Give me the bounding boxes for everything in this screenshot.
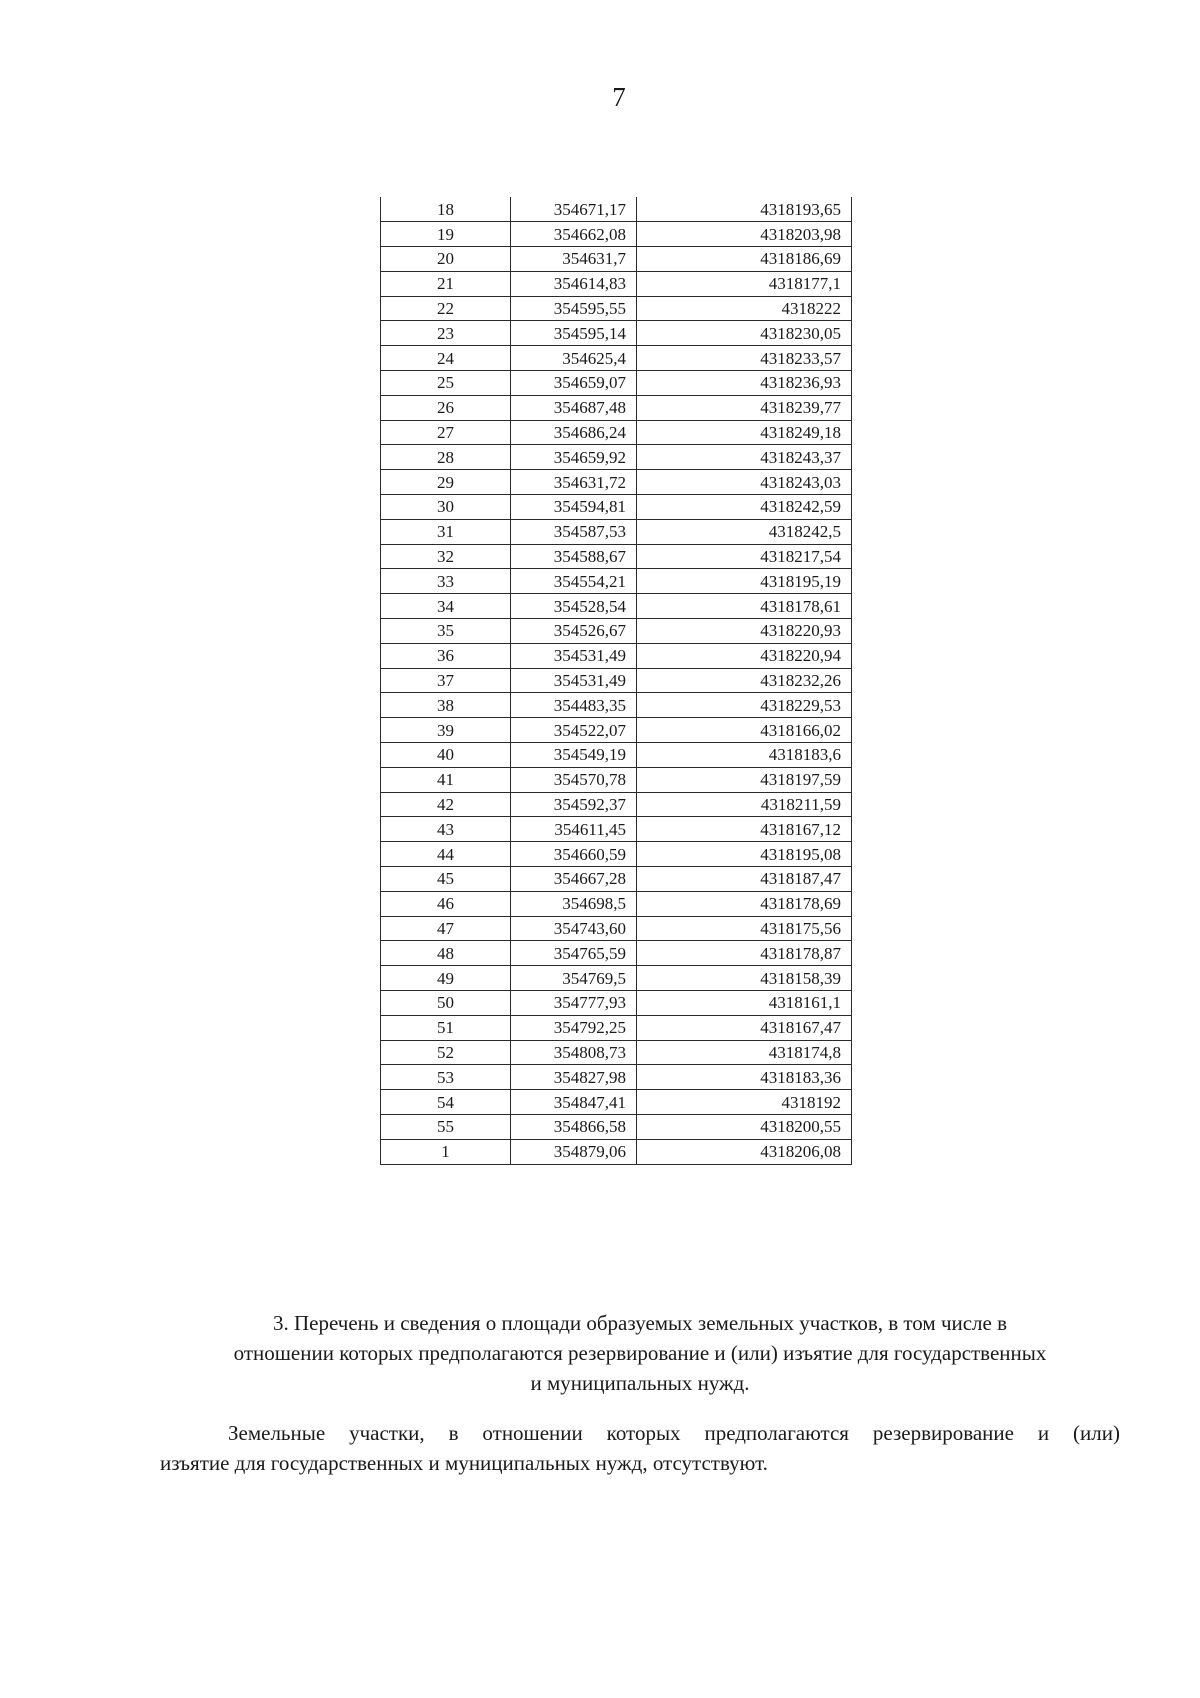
y-coordinate-cell: 4318158,39 xyxy=(637,966,852,991)
y-coordinate-cell: 4318183,6 xyxy=(637,743,852,768)
table-row xyxy=(381,1139,852,1164)
y-coordinate-cell: 4318230,05 xyxy=(637,321,852,346)
y-coordinate-cell: 4318166,02 xyxy=(637,718,852,743)
y-coordinate-cell: 4318229,53 xyxy=(637,693,852,718)
table-row xyxy=(381,1065,852,1090)
table-row xyxy=(381,817,852,842)
table-row xyxy=(381,966,852,991)
x-coordinate-cell: 354659,07 xyxy=(511,371,637,396)
point-number-cell: 21 xyxy=(381,271,511,296)
table-row xyxy=(381,991,852,1016)
x-coordinate-cell: 354698,5 xyxy=(511,891,637,916)
table-row xyxy=(381,247,852,272)
table-row xyxy=(381,767,852,792)
point-number-cell: 47 xyxy=(381,916,511,941)
point-number-cell: 30 xyxy=(381,495,511,520)
x-coordinate-cell: 354528,54 xyxy=(511,594,637,619)
table-row xyxy=(381,1015,852,1040)
x-coordinate-cell: 354662,08 xyxy=(511,222,637,247)
x-coordinate-cell: 354570,78 xyxy=(511,767,637,792)
x-coordinate-cell: 354687,48 xyxy=(511,395,637,420)
table-row xyxy=(381,643,852,668)
section-3-body xyxy=(160,1418,1120,1478)
x-coordinate-cell: 354808,73 xyxy=(511,1040,637,1065)
y-coordinate-cell: 4318177,1 xyxy=(637,271,852,296)
point-number-cell: 43 xyxy=(381,817,511,842)
section-3-heading xyxy=(160,1308,1120,1398)
x-coordinate-cell: 354686,24 xyxy=(511,420,637,445)
section-3-body-line: изъятие для государственных и муниципальных нужд, отсутствуют. xyxy=(160,1451,768,1475)
point-number-cell: 27 xyxy=(381,420,511,445)
table-row xyxy=(381,271,852,296)
section-3-body-line: Земельные участки, в отношении которых предполагаются резервирование и (или) xyxy=(228,1421,1120,1445)
table-row xyxy=(381,891,852,916)
coordinates-table-body xyxy=(381,197,852,1164)
table-row xyxy=(381,594,852,619)
page-number: 7 xyxy=(612,82,626,112)
point-number-cell: 33 xyxy=(381,569,511,594)
x-coordinate-cell: 354594,81 xyxy=(511,495,637,520)
table-row xyxy=(381,321,852,346)
point-number-cell: 20 xyxy=(381,247,511,272)
section-3-heading-line: и муниципальных нужд. xyxy=(530,1371,750,1395)
point-number-cell: 36 xyxy=(381,643,511,668)
x-coordinate-cell: 354769,5 xyxy=(511,966,637,991)
point-number-cell: 25 xyxy=(381,371,511,396)
table-row xyxy=(381,470,852,495)
table-row xyxy=(381,197,852,222)
point-number-cell: 44 xyxy=(381,842,511,867)
x-coordinate-cell: 354483,35 xyxy=(511,693,637,718)
table-row xyxy=(381,1040,852,1065)
point-number-cell: 26 xyxy=(381,395,511,420)
y-coordinate-cell: 4318222 xyxy=(637,296,852,321)
x-coordinate-cell: 354625,4 xyxy=(511,346,637,371)
section-3-heading-line: 3. Перечень и сведения о площади образуемых земельных участков, в том числе в xyxy=(272,1311,1008,1335)
x-coordinate-cell: 354592,37 xyxy=(511,792,637,817)
y-coordinate-cell: 4318239,77 xyxy=(637,395,852,420)
table-row xyxy=(381,619,852,644)
point-number-cell: 52 xyxy=(381,1040,511,1065)
point-number-cell: 24 xyxy=(381,346,511,371)
table-row xyxy=(381,718,852,743)
table-row xyxy=(381,1090,852,1115)
x-coordinate-cell: 354531,49 xyxy=(511,643,637,668)
x-coordinate-cell: 354631,72 xyxy=(511,470,637,495)
y-coordinate-cell: 4318187,47 xyxy=(637,867,852,892)
point-number-cell: 29 xyxy=(381,470,511,495)
x-coordinate-cell: 354595,55 xyxy=(511,296,637,321)
table-row xyxy=(381,346,852,371)
point-number-cell: 39 xyxy=(381,718,511,743)
point-number-cell: 18 xyxy=(381,197,511,222)
table-row xyxy=(381,544,852,569)
point-number-cell: 53 xyxy=(381,1065,511,1090)
x-coordinate-cell: 354667,28 xyxy=(511,867,637,892)
y-coordinate-cell: 4318174,8 xyxy=(637,1040,852,1065)
y-coordinate-cell: 4318249,18 xyxy=(637,420,852,445)
table-row xyxy=(381,569,852,594)
x-coordinate-cell: 354595,14 xyxy=(511,321,637,346)
y-coordinate-cell: 4318178,69 xyxy=(637,891,852,916)
point-number-cell: 55 xyxy=(381,1114,511,1139)
table-row xyxy=(381,1114,852,1139)
x-coordinate-cell: 354879,06 xyxy=(511,1139,637,1164)
y-coordinate-cell: 4318167,47 xyxy=(637,1015,852,1040)
point-number-cell: 23 xyxy=(381,321,511,346)
table-row xyxy=(381,743,852,768)
x-coordinate-cell: 354614,83 xyxy=(511,271,637,296)
point-number-cell: 35 xyxy=(381,619,511,644)
point-number-cell: 40 xyxy=(381,743,511,768)
x-coordinate-cell: 354554,21 xyxy=(511,569,637,594)
x-coordinate-cell: 354671,17 xyxy=(511,197,637,222)
y-coordinate-cell: 4318195,08 xyxy=(637,842,852,867)
x-coordinate-cell: 354847,41 xyxy=(511,1090,637,1115)
table-row xyxy=(381,519,852,544)
y-coordinate-cell: 4318242,59 xyxy=(637,495,852,520)
point-number-cell: 51 xyxy=(381,1015,511,1040)
section-3-heading-line: отношении которых предполагаются резервирование и (или) изъятие для государственных xyxy=(233,1341,1047,1365)
table-row xyxy=(381,371,852,396)
y-coordinate-cell: 4318232,26 xyxy=(637,668,852,693)
table-row xyxy=(381,668,852,693)
table-row xyxy=(381,445,852,470)
table-row xyxy=(381,867,852,892)
x-coordinate-cell: 354611,45 xyxy=(511,817,637,842)
point-number-cell: 49 xyxy=(381,966,511,991)
point-number-cell: 31 xyxy=(381,519,511,544)
x-coordinate-cell: 354777,93 xyxy=(511,991,637,1016)
table-row xyxy=(381,296,852,321)
table-row xyxy=(381,941,852,966)
y-coordinate-cell: 4318186,69 xyxy=(637,247,852,272)
point-number-cell: 1 xyxy=(381,1139,511,1164)
x-coordinate-cell: 354587,53 xyxy=(511,519,637,544)
point-number-cell: 34 xyxy=(381,594,511,619)
x-coordinate-cell: 354660,59 xyxy=(511,842,637,867)
point-number-cell: 50 xyxy=(381,991,511,1016)
x-coordinate-cell: 354743,60 xyxy=(511,916,637,941)
y-coordinate-cell: 4318178,61 xyxy=(637,594,852,619)
table-row xyxy=(381,395,852,420)
coordinates-table xyxy=(380,197,852,1165)
y-coordinate-cell: 4318217,54 xyxy=(637,544,852,569)
y-coordinate-cell: 4318203,98 xyxy=(637,222,852,247)
table-row xyxy=(381,792,852,817)
y-coordinate-cell: 4318183,36 xyxy=(637,1065,852,1090)
x-coordinate-cell: 354531,49 xyxy=(511,668,637,693)
point-number-cell: 42 xyxy=(381,792,511,817)
x-coordinate-cell: 354765,59 xyxy=(511,941,637,966)
y-coordinate-cell: 4318197,59 xyxy=(637,767,852,792)
point-number-cell: 22 xyxy=(381,296,511,321)
x-coordinate-cell: 354659,92 xyxy=(511,445,637,470)
y-coordinate-cell: 4318200,55 xyxy=(637,1114,852,1139)
y-coordinate-cell: 4318233,57 xyxy=(637,346,852,371)
y-coordinate-cell: 4318242,5 xyxy=(637,519,852,544)
table-row xyxy=(381,222,852,247)
point-number-cell: 45 xyxy=(381,867,511,892)
point-number-cell: 54 xyxy=(381,1090,511,1115)
x-coordinate-cell: 354792,25 xyxy=(511,1015,637,1040)
y-coordinate-cell: 4318236,93 xyxy=(637,371,852,396)
y-coordinate-cell: 4318192 xyxy=(637,1090,852,1115)
x-coordinate-cell: 354866,58 xyxy=(511,1114,637,1139)
y-coordinate-cell: 4318206,08 xyxy=(637,1139,852,1164)
x-coordinate-cell: 354522,07 xyxy=(511,718,637,743)
y-coordinate-cell: 4318195,19 xyxy=(637,569,852,594)
point-number-cell: 41 xyxy=(381,767,511,792)
point-number-cell: 32 xyxy=(381,544,511,569)
y-coordinate-cell: 4318193,65 xyxy=(637,197,852,222)
y-coordinate-cell: 4318243,37 xyxy=(637,445,852,470)
table-row xyxy=(381,420,852,445)
table-row xyxy=(381,842,852,867)
x-coordinate-cell: 354526,67 xyxy=(511,619,637,644)
point-number-cell: 37 xyxy=(381,668,511,693)
y-coordinate-cell: 4318220,94 xyxy=(637,643,852,668)
point-number-cell: 19 xyxy=(381,222,511,247)
point-number-cell: 38 xyxy=(381,693,511,718)
x-coordinate-cell: 354549,19 xyxy=(511,743,637,768)
y-coordinate-cell: 4318161,1 xyxy=(637,991,852,1016)
table-row xyxy=(381,495,852,520)
y-coordinate-cell: 4318211,59 xyxy=(637,792,852,817)
table-row xyxy=(381,693,852,718)
y-coordinate-cell: 4318220,93 xyxy=(637,619,852,644)
y-coordinate-cell: 4318178,87 xyxy=(637,941,852,966)
y-coordinate-cell: 4318167,12 xyxy=(637,817,852,842)
point-number-cell: 48 xyxy=(381,941,511,966)
x-coordinate-cell: 354631,7 xyxy=(511,247,637,272)
x-coordinate-cell: 354588,67 xyxy=(511,544,637,569)
y-coordinate-cell: 4318175,56 xyxy=(637,916,852,941)
table-row xyxy=(381,916,852,941)
x-coordinate-cell: 354827,98 xyxy=(511,1065,637,1090)
point-number-cell: 46 xyxy=(381,891,511,916)
y-coordinate-cell: 4318243,03 xyxy=(637,470,852,495)
point-number-cell: 28 xyxy=(381,445,511,470)
